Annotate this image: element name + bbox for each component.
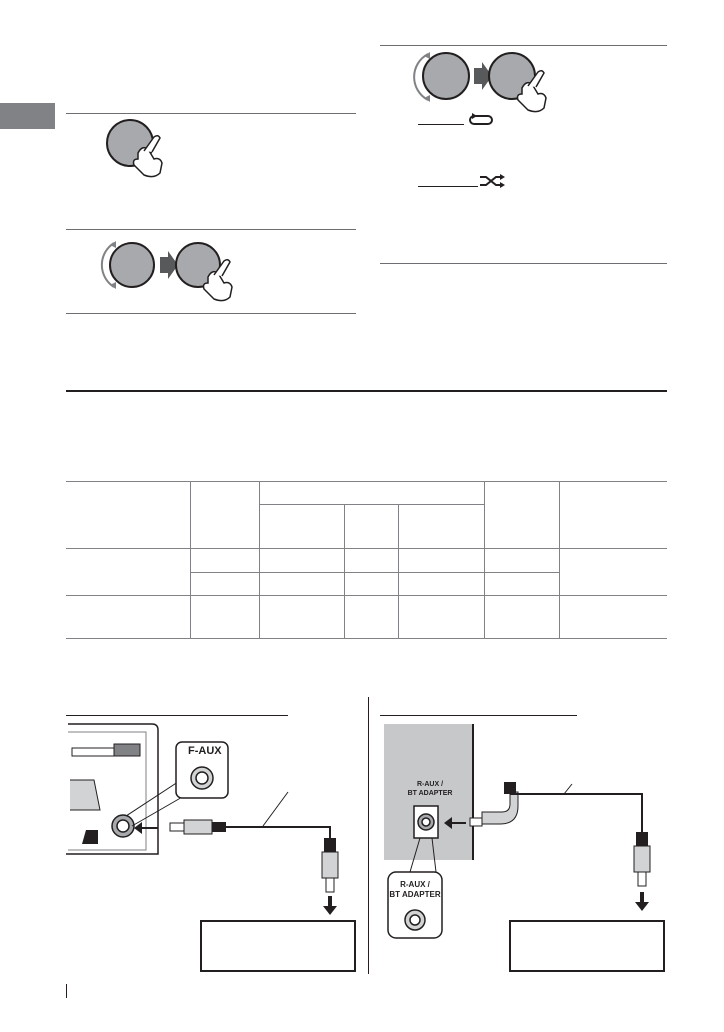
front-aux-label: F-AUX — [188, 745, 222, 757]
table-rule — [66, 481, 667, 482]
device-box — [509, 920, 665, 972]
page-foot-marker — [66, 984, 67, 998]
table-col — [344, 504, 345, 638]
divider — [380, 263, 667, 264]
divider — [380, 45, 667, 46]
figure-heading-line — [66, 715, 288, 716]
repeat-underline — [418, 124, 464, 125]
figure-separator — [368, 697, 369, 974]
rear-aux-label-line2: BT ADAPTER — [389, 890, 441, 899]
rear-aux-label — [388, 880, 442, 900]
rear-panel-label-line2: BT ADAPTER — [407, 790, 453, 797]
figure-heading-line — [380, 715, 577, 716]
section-tab — [0, 103, 55, 129]
divider — [66, 113, 356, 114]
divider — [66, 313, 356, 314]
repeat-icon — [468, 113, 494, 127]
table-rule — [190, 572, 559, 573]
table-rule — [66, 595, 667, 596]
table-col — [190, 481, 191, 638]
device-box — [200, 920, 356, 972]
rear-panel-label — [404, 780, 456, 798]
table-rule — [259, 504, 484, 505]
table-col — [398, 504, 399, 638]
shuffle-icon — [480, 174, 506, 188]
divider — [66, 229, 356, 230]
table-rule — [66, 638, 667, 639]
rear-panel-label-line1: R-AUX / — [416, 781, 444, 788]
press-knob-icon — [100, 115, 180, 175]
table-col — [484, 481, 485, 638]
section-divider — [66, 390, 667, 392]
table-col — [259, 481, 260, 638]
rear-aux-label-line1: R-AUX / — [400, 880, 430, 889]
table-col — [559, 481, 560, 638]
shuffle-underline — [418, 186, 478, 187]
turn-then-press-icon — [100, 235, 250, 295]
table-rule — [66, 548, 667, 549]
turn-then-press-icon — [414, 48, 564, 108]
